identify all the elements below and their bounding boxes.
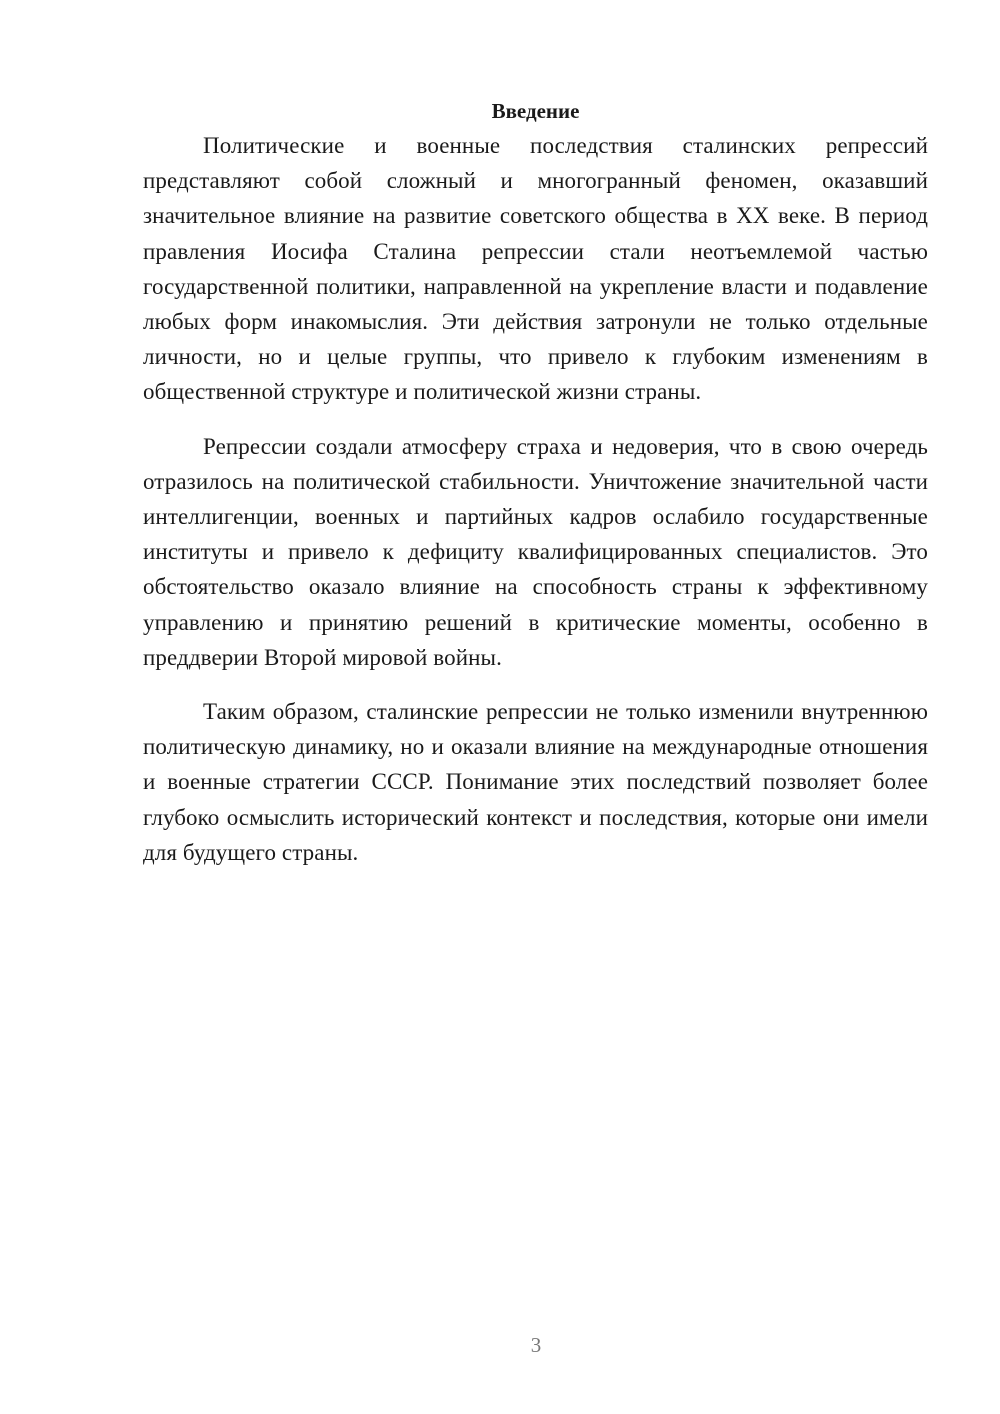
- page-number: 3: [530, 1333, 542, 1357]
- document-body: [143, 96, 928, 870]
- paragraph-3: Таким образом, сталинские репрессии не только изменили внутреннюю политическую динамику, но и оказали влияние на международные отношения и военные стратегии СССР. Понимание этих последствий позволяет более глубоко осмыслить исторический контекст и последствия, которые они имели для будущего страны.: [143, 699, 928, 865]
- paragraph-2: Репрессии создали атмосферу страха и недоверия, что в свою очередь отразилось на политической стабильности. Уничтожение значительной части интеллигенции, военных и партийных кадров ослабило государственные институты и привело к дефициту квалифицированных специалистов. Это обстоятельство оказало влияние на способность страны к эффективному управлению и принятию решений в критические моменты, особенно в преддверии Второй мировой войны.: [143, 433, 928, 670]
- section-heading: Введение: [491, 99, 580, 123]
- paragraph-1: Политические и военные последствия сталинских репрессий представляют собой сложный и многогранный феномен, оказавший значительное влияние на развитие советского общества в XX веке. В период правления Иосифа Сталина репрессии стали неотъемлемой частью государственной политики, направленной на укрепление власти и подавление любых форм инакомыслия. Эти действия затронули не только отдельные личности, но и целые группы, что привело к глубоким изменениям в общественной структуре и политической жизни страны.: [143, 133, 928, 405]
